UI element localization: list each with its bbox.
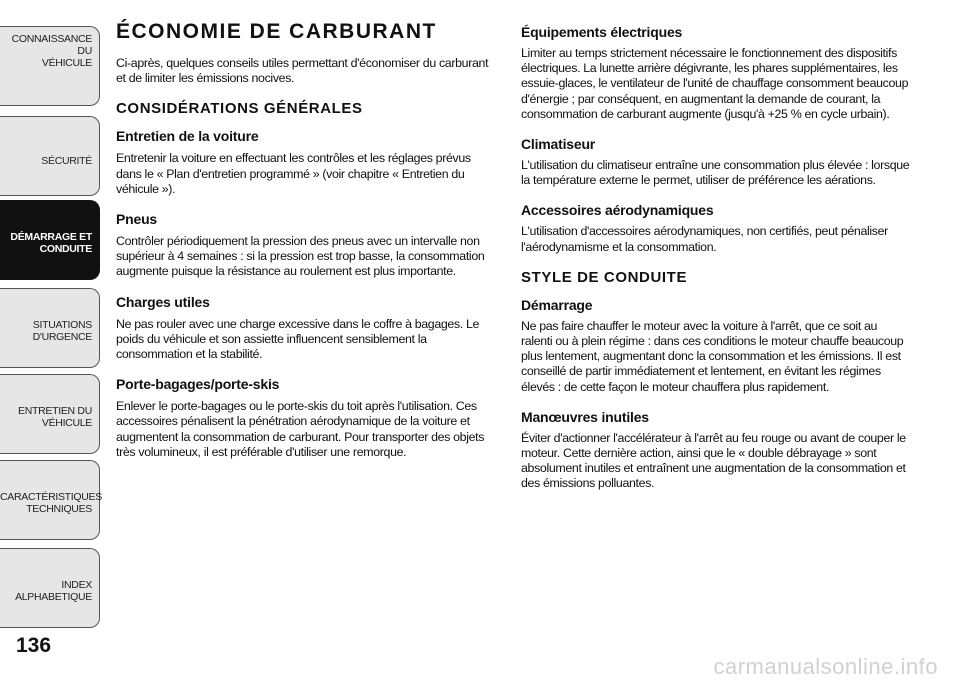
page-number: 136	[16, 634, 52, 657]
tab-label: SÉCURITÉ	[41, 155, 92, 167]
subsection-heading: Pneus	[116, 211, 158, 228]
subsection-heading: Accessoires aérodynamiques	[521, 202, 714, 219]
intro-text: Ci-après, quelques conseils utiles permettant d'économiser du carburant et de limiter les émissions nocives.	[116, 56, 489, 86]
tab-label: INDEX	[61, 579, 92, 591]
right-column	[521, 24, 911, 506]
tab-label: ENTRETIEN DU	[18, 405, 92, 417]
tab-caracteristiques-techniques[interactable]	[0, 460, 100, 540]
subsection-heading: Démarrage	[521, 296, 593, 313]
subsection-text: Contrôler périodiquement la pression des pneus avec un intervalle non supérieur à 4 semaines : si la pression est trop basse, la consommation augmente puisque la résistance au roulement est plus importante.	[116, 234, 485, 279]
watermark: carmanualsonline.info	[713, 654, 938, 679]
subsection-heading: Équipements électriques	[521, 24, 683, 40]
tab-label: TECHNIQUES	[26, 503, 92, 515]
subsection-text: Éviter d'actionner l'accélérateur à l'arrêt au feu rouge ou avant de couper le moteur. Cette dernière action, ainsi que le « double débrayage » sont absolument inutiles et entraînent une augmentation de la consommation et des émissions polluantes.	[521, 430, 906, 491]
tab-label: ALPHABETIQUE	[15, 591, 92, 603]
page-title: ÉCONOMIE DE CARBURANT	[116, 20, 437, 43]
tab-securite[interactable]	[0, 116, 100, 196]
tab-label: CONNAISSANCE DU	[11, 33, 92, 57]
tab-situations-d-urgence[interactable]	[0, 288, 100, 368]
subsection-text: L'utilisation du climatiseur entraîne une consommation plus élevée : lorsque la température externe le permet, utiliser de préférence les aérations.	[521, 158, 910, 188]
tab-label: VÉHICULE	[41, 57, 92, 69]
subsection-text: Limiter au temps strictement nécessaire le fonctionnement des dispositifs électriques. La lunette arrière dégivrante, les phares supplémentaires, les essuie-glaces, le ventilateur de l'unité de chauffage consomment beaucoup d'énergie ; par conséquent, en augmentant la demande de courant, la consommation de carburant augmente (jusqu'à +25 % en cycle urbain).	[521, 46, 909, 121]
tab-demarrage-et-conduite[interactable]	[0, 200, 100, 280]
subsection-text: Ne pas faire chauffer le moteur avec la voiture à l'arrêt, que ce soit au ralenti ou à plein régime : dans ces conditions le moteur chauffe beaucoup plus lentement, augmentant donc la consommation et les émissions. Il est conseillé de partir immédiatement et lentement, en évitant les régimes élevés : de cette façon le moteur chauffera plus rapidement.	[521, 318, 904, 394]
subsection-heading: Manœuvres inutiles	[521, 408, 649, 425]
subsection-text: Entretenir la voiture en effectuant les contrôles et les réglages prévus dans le « Plan d'entretien programmé » (voir chapitre « Entretien du véhicule »).	[116, 151, 471, 196]
tab-label: DÉMARRAGE ET	[10, 231, 92, 243]
left-column	[116, 20, 498, 474]
subsection-text: L'utilisation d'accessoires aérodynamiques, non certifiés, peut pénaliser l'aérodynamisme et la consommation.	[521, 224, 888, 254]
section-heading-style-de-conduite: STYLE DE CONDUITE	[521, 268, 688, 286]
tab-connaissance-du-vehicule[interactable]	[0, 26, 100, 106]
subsection-text: Enlever le porte-bagages ou le porte-skis du toit après l'utilisation. Ces accessoires pénalisent la pénétration aérodynamique de la voiture et augmentent la consommation de carburant. Pour transporter des objets très volumineux, il est préférable d'utiliser une remorque.	[116, 399, 485, 459]
subsection-heading: Porte-bagages/porte-skis	[116, 376, 280, 393]
tab-index-alphabetique[interactable]	[0, 548, 100, 628]
tab-label: D'URGENCE	[32, 331, 92, 343]
tab-label: SITUATIONS	[32, 319, 92, 331]
tab-label: CARACTÉRISTIQUES	[0, 491, 102, 503]
section-heading-considerations: CONSIDÉRATIONS GÉNÉRALES	[116, 100, 363, 118]
tab-label: VÉHICULE	[41, 417, 92, 429]
subsection-heading: Climatiseur	[521, 136, 596, 153]
subsection-heading: Entretien de la voiture	[116, 128, 259, 145]
tab-entretien-du-vehicule[interactable]	[0, 374, 100, 454]
subsection-text: Ne pas rouler avec une charge excessive dans le coffre à bagages. Le poids du véhicule et son assiette influencent sensiblement la consommation et la stabilité.	[116, 316, 480, 362]
subsection-heading: Charges utiles	[116, 293, 210, 310]
tab-label: CONDUITE	[39, 243, 92, 255]
